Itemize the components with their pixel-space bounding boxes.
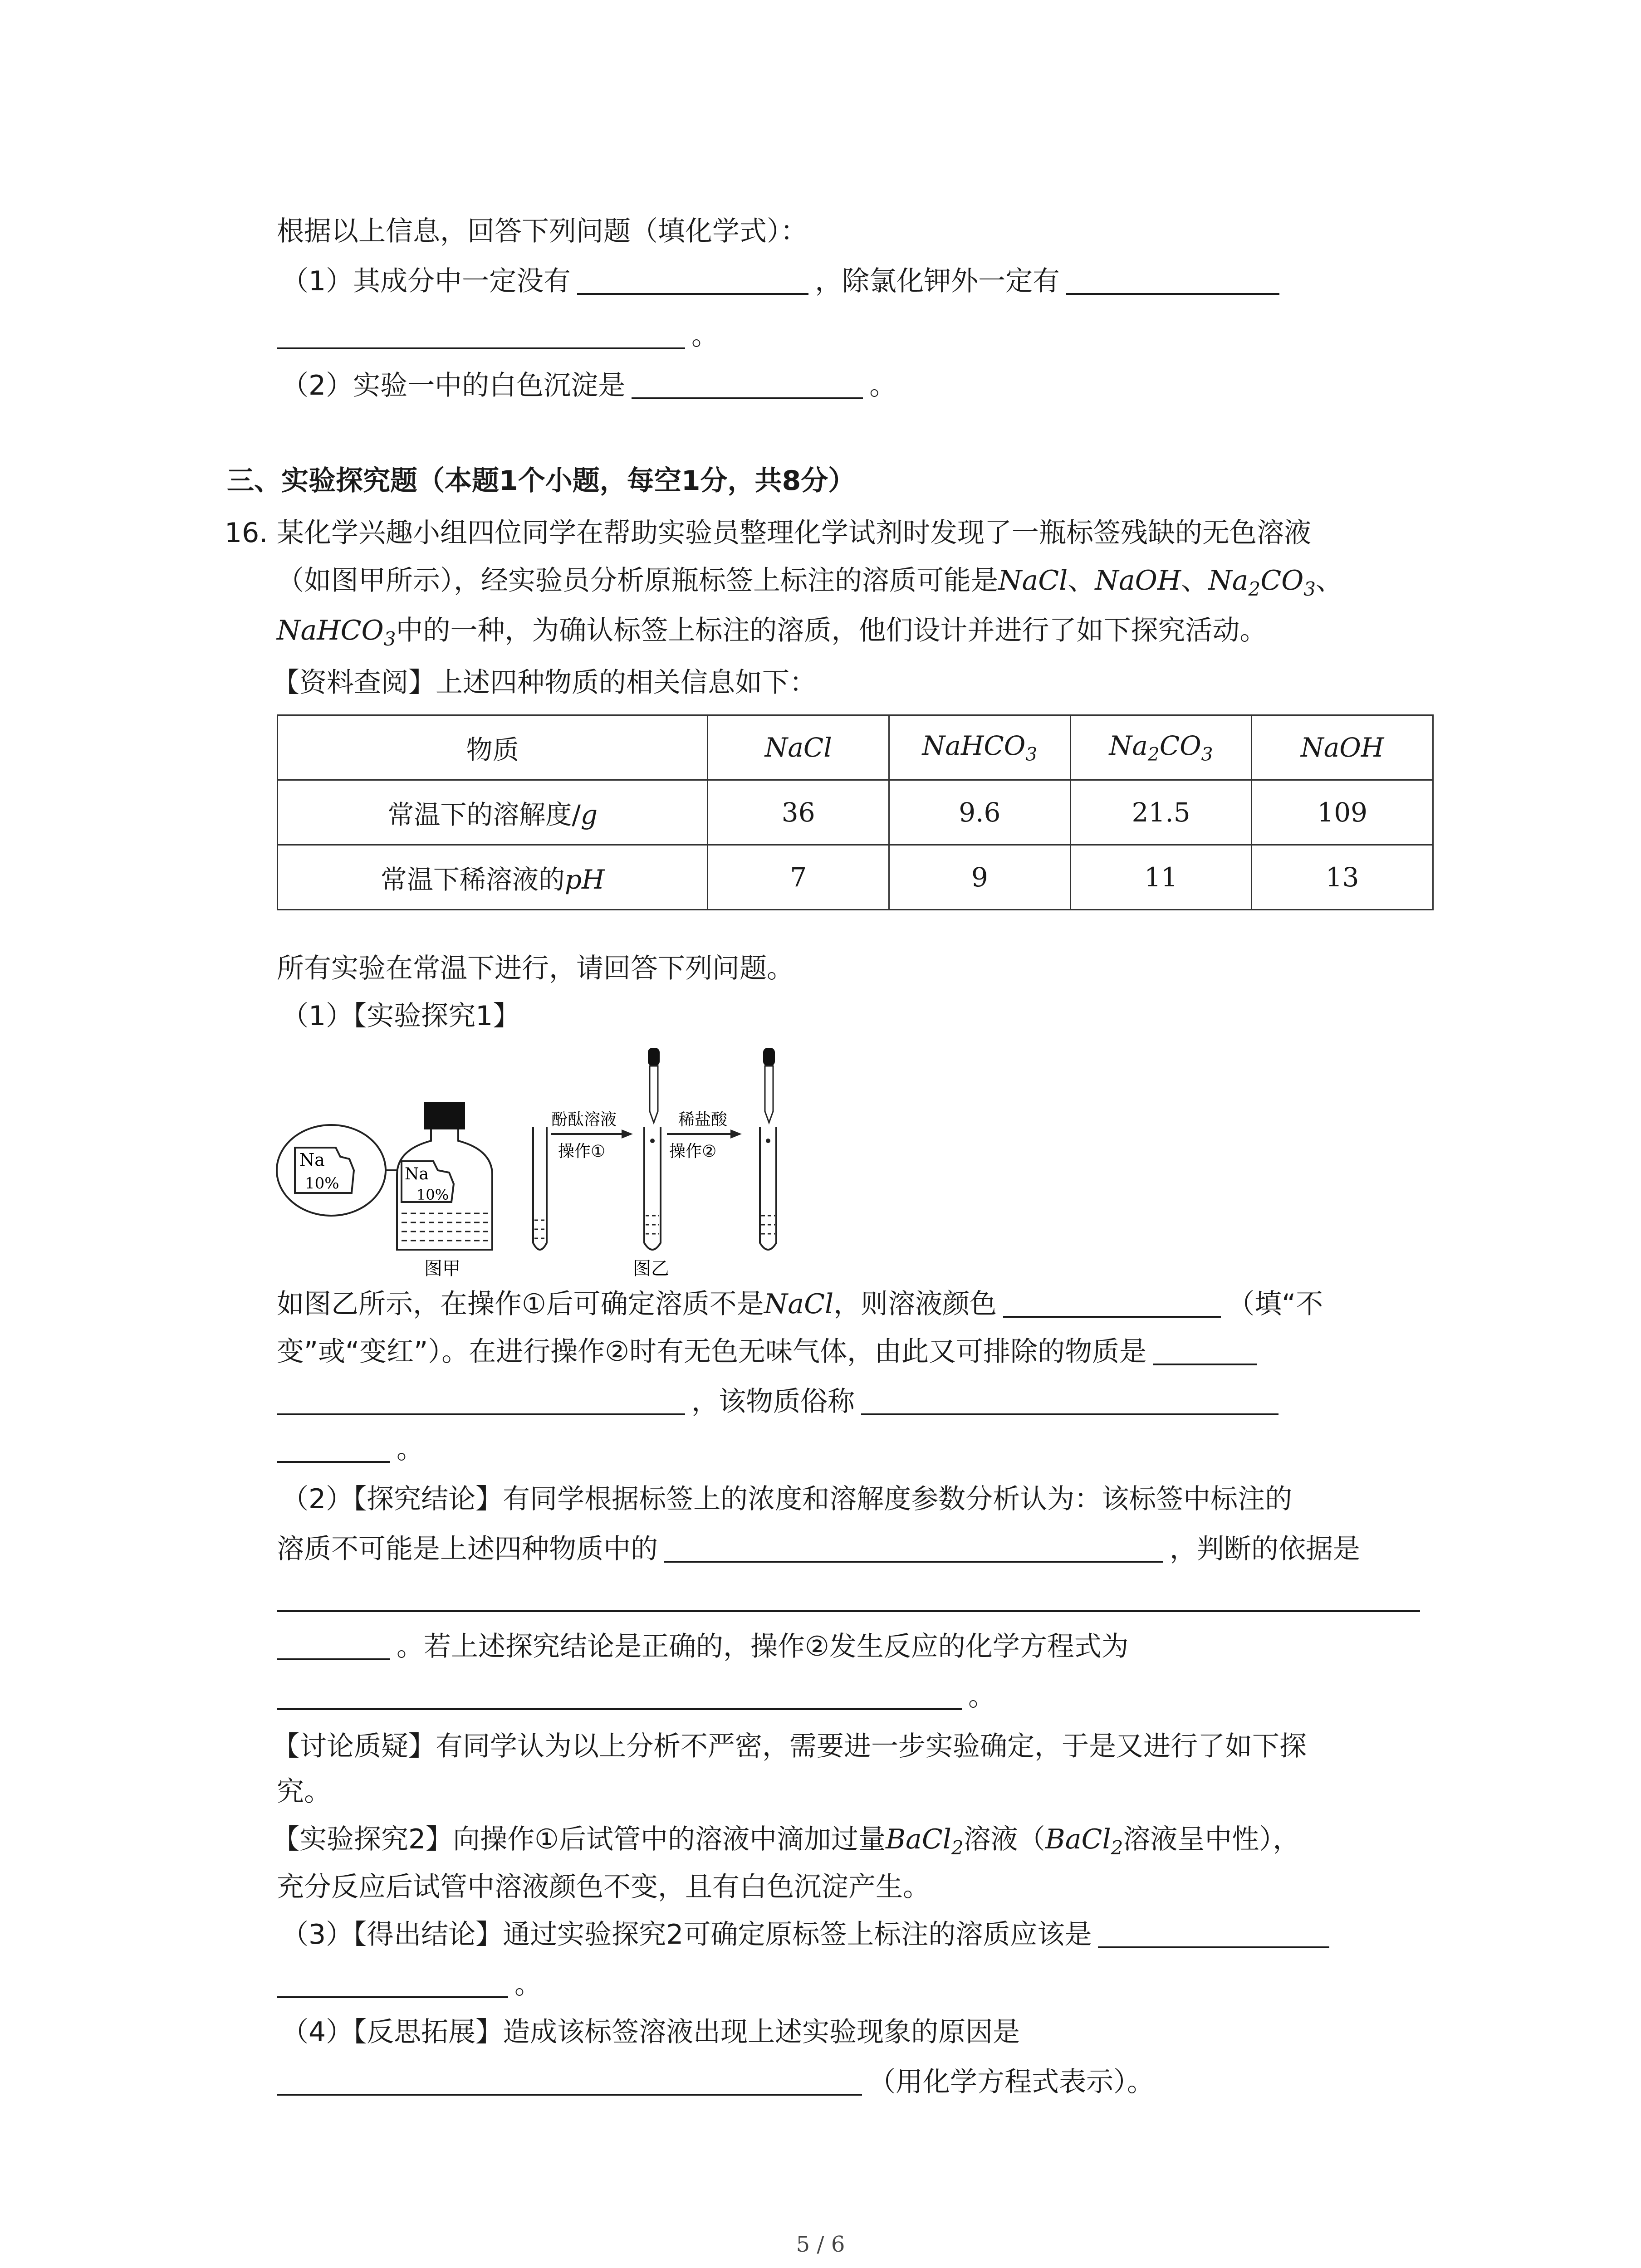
exp1-line	[281, 998, 520, 1034]
common-name-blank[interactable]	[861, 1386, 1279, 1415]
operation-2-label: 操作②	[669, 1142, 717, 1161]
common-name-blank-cont[interactable]	[277, 1434, 390, 1463]
intro-text: 根据以上信息，回答下列问题（填化学式）：	[277, 215, 808, 247]
fill1-text-2: 变”或“变红”）。在进行操作②时有无色无味气体，由此又可排除的物质是	[277, 1336, 1147, 1368]
magnified-label-pct: 10%	[305, 1174, 339, 1193]
q2b-line-3	[277, 1628, 1129, 1665]
q4-equation-blank[interactable]	[277, 2067, 862, 2096]
nahco3-sub3: 3	[383, 628, 396, 650]
bacl2-1-base: BaCl	[885, 1823, 951, 1855]
q2b-text-b2: ，判断的依据是	[1170, 1533, 1360, 1565]
caption-yi: 图乙	[633, 1258, 669, 1279]
na2co3-co: CO	[1260, 565, 1304, 596]
q16-number-text: 16.	[225, 517, 268, 549]
na2co3-sub3: 3	[1303, 578, 1316, 600]
q2-end-dot: 。	[869, 370, 897, 401]
q2-line	[281, 367, 896, 404]
q1-blank-2[interactable]	[1066, 266, 1279, 295]
fill1-line-4	[277, 1431, 424, 1467]
q1-text-a: （1）其成分中一定没有	[281, 265, 571, 297]
drop-1	[650, 1139, 655, 1143]
equation-line	[277, 1678, 995, 1715]
q3-cont-line	[277, 1966, 542, 2003]
th-nahco: NaHCO	[922, 730, 1026, 761]
solubility-unit: g	[580, 799, 598, 830]
table-cell: 36	[708, 780, 889, 845]
bacl2-2-base: BaCl	[1045, 1823, 1111, 1855]
table-row-solubility	[278, 780, 1433, 845]
dropper-1-tube	[650, 1066, 658, 1123]
test-tube-2	[644, 1127, 661, 1250]
table-header-nacl	[708, 715, 889, 780]
q4-line-1	[281, 2014, 1020, 2050]
th-co3-sub: 3	[1201, 743, 1213, 765]
section-heading	[227, 463, 855, 499]
excluded-substance-blank[interactable]	[1153, 1336, 1257, 1365]
chem-na2co3	[1208, 565, 1316, 600]
bottle-liquid-lines	[402, 1213, 488, 1241]
q3-blank[interactable]	[1098, 1919, 1329, 1948]
exp2-text-c: 溶液呈中性），	[1123, 1823, 1300, 1855]
q2-text: （2）实验一中的白色沉淀是	[281, 370, 626, 401]
caption-jia: 图甲	[424, 1258, 460, 1279]
th-co: CO	[1159, 730, 1201, 761]
arrow-2-head	[730, 1129, 742, 1139]
fill1-line-3	[277, 1383, 1285, 1420]
fill1-text-b: ，则溶液颜色	[833, 1288, 997, 1320]
q1-blank-1[interactable]	[577, 266, 808, 295]
exp2-line-1	[272, 1821, 1300, 1866]
chem-bacl2-1	[885, 1823, 964, 1859]
table-header-nahco3	[889, 715, 1070, 780]
chem-bacl2-2	[1045, 1823, 1123, 1859]
operation-1-label: 操作①	[558, 1142, 606, 1161]
q2b-text-b1: 溶质不可能是上述四种物质中的	[277, 1533, 658, 1565]
exp2-text-d: 充分反应后试管中溶液颜色不变，且有白色沉淀产生。	[277, 1871, 930, 1903]
solubility-label: 常温下的溶解度/	[387, 799, 581, 830]
note-text: 所有实验在常温下进行，请回答下列问题。	[277, 953, 794, 984]
fill1-text-c: （填“不	[1227, 1288, 1323, 1320]
table-header-naoh	[1252, 715, 1433, 780]
table-cell: 9.6	[889, 780, 1070, 845]
table-cell: 11	[1070, 845, 1252, 910]
exp2-text-a: 【实验探究2】向操作①后试管中的溶液中滴加过量	[272, 1823, 886, 1855]
reagent-dilute-hcl: 稀盐酸	[678, 1110, 728, 1129]
q16-text-2: （如图甲所示），经实验员分析原瓶标签上标注的溶质可能是	[277, 565, 998, 596]
q16-line-1	[277, 515, 1311, 551]
table-cell: 21.5	[1070, 780, 1252, 845]
equation-end-dot: 。	[968, 1681, 995, 1712]
color-blank[interactable]	[1003, 1289, 1221, 1318]
ref-title	[272, 665, 817, 701]
q3-end-dot: 。	[514, 1969, 542, 2000]
q3-blank-cont[interactable]	[277, 1969, 508, 1998]
sep-3: 、	[1316, 565, 1343, 596]
fill1-text-3: ，该物质俗称	[691, 1386, 855, 1418]
table-header-substance	[278, 715, 708, 780]
magnified-label-na: Na	[299, 1150, 325, 1170]
table-cell: 9	[889, 845, 1070, 910]
exp2-line-2	[277, 1869, 930, 1905]
excluded-substance-blank-cont[interactable]	[277, 1386, 685, 1415]
discussion-text-1: 【讨论质疑】有同学认为以上分析不严密，需要进一步实验确定，于是又进行了如下探	[272, 1730, 1307, 1762]
q1-end-dot: 。	[691, 320, 719, 352]
table-header-row	[278, 715, 1433, 780]
experiment-figure	[272, 1043, 817, 1279]
th-na: Na	[1109, 730, 1148, 761]
nahco3-base: NaHCO	[277, 615, 384, 646]
bacl2-1-sub: 2	[951, 1837, 964, 1859]
arrow-1-head	[622, 1129, 633, 1139]
q3-text: （3）【得出结论】通过实验探究2可确定原标签上标注的溶质应该是	[281, 1919, 1092, 1950]
fill1-end-dot: 。	[397, 1433, 424, 1465]
drop-2	[766, 1139, 770, 1143]
table-label-ph	[278, 845, 708, 910]
q2b-line-1	[281, 1481, 1292, 1517]
tube3-liquid	[761, 1216, 775, 1234]
q16-line-3	[277, 612, 1267, 657]
th-nacl: NaCl	[764, 732, 832, 763]
dropper-1-bulb	[648, 1048, 660, 1066]
tube1-liquid	[534, 1220, 545, 1238]
fill1-nacl: NaCl	[764, 1288, 834, 1320]
q16-line-2	[277, 562, 1343, 607]
intro-line	[277, 213, 808, 249]
exp2-text-b: 溶液（	[963, 1823, 1045, 1855]
q4-text-b: （用化学方程式表示）。	[868, 2066, 1154, 2098]
table-row-ph	[278, 845, 1433, 910]
fill1-text-a: 如图乙所示，在操作①后可确定溶质不是	[277, 1288, 764, 1320]
q1-cont-line	[277, 318, 719, 354]
q1-blank-2-cont[interactable]	[277, 320, 685, 349]
ref-title-text: 【资料查阅】上述四种物质的相关信息如下：	[272, 667, 817, 699]
label-magnifier-circle	[277, 1125, 386, 1216]
th-naoh: NaOH	[1300, 732, 1384, 763]
chem-naoh: NaOH	[1095, 565, 1181, 596]
discussion-line-2	[277, 1774, 331, 1810]
chem-nahco3	[277, 615, 396, 650]
chem-nacl: NaCl	[998, 565, 1068, 596]
discussion-text-2: 究。	[277, 1776, 331, 1808]
reagent-phenolphthalein: 酚酞溶液	[551, 1110, 617, 1129]
tube2-liquid	[646, 1216, 659, 1234]
q16-text-3: 中的一种，为确认标签上标注的溶质，他们设计并进行了如下探究活动。	[396, 615, 1267, 646]
q4-text-a: （4）【反思拓展】造成该标签溶液出现上述实验现象的原因是	[281, 2016, 1020, 2048]
basis-blank[interactable]	[277, 1610, 1420, 1612]
q2b-line-2	[277, 1531, 1360, 1567]
ph-label: 常温下稀溶液的	[380, 864, 565, 895]
q2-blank[interactable]	[632, 370, 863, 399]
table-cell: 109	[1252, 780, 1433, 845]
info-table	[277, 714, 1434, 910]
sep-2: 、	[1181, 565, 1209, 596]
q2b-text-a: （2）【探究结论】有同学根据标签上的浓度和溶解度参数分析认为：该标签中标注的	[281, 1483, 1293, 1515]
bottle-stopper	[424, 1102, 465, 1129]
note-line	[277, 950, 794, 987]
bottle-label-na: Na	[405, 1165, 429, 1183]
q1-text-b: ，除氯化钾外一定有	[815, 265, 1060, 297]
test-tube-1	[533, 1127, 547, 1250]
bottle-label-pct: 10%	[416, 1186, 449, 1203]
section-text: 三、实验探究题（本题1个小题，每空1分，共8分）	[227, 465, 856, 497]
q16-text-1: 某化学兴趣小组四位同学在帮助实验员整理化学试剂时发现了一瓶标签残缺的无色溶液	[277, 517, 1311, 549]
na2co3-sub2: 2	[1248, 578, 1261, 600]
table-label-solubility	[278, 780, 708, 845]
na2co3-na: Na	[1208, 565, 1249, 596]
discussion-line-1	[272, 1728, 1307, 1765]
q3-line	[281, 1916, 1336, 1953]
dropper-2-tube	[765, 1066, 773, 1123]
q1-line	[281, 263, 1286, 299]
table-header-substance-text: 物质	[466, 734, 519, 765]
q16-number	[225, 515, 268, 551]
fill1-line-2	[277, 1334, 1264, 1370]
fill1-line-1	[277, 1286, 1323, 1322]
th-nahco3-sub: 3	[1025, 743, 1038, 765]
sep-1: 、	[1068, 565, 1095, 596]
table-header-na2co3	[1070, 715, 1252, 780]
test-tube-3	[760, 1127, 776, 1250]
q2b-text-c: 。若上述探究结论是正确的，操作②发生反应的化学方程式为	[397, 1631, 1129, 1662]
equation-blank[interactable]	[277, 1681, 962, 1710]
page-number: 5 / 6	[796, 2232, 845, 2257]
bacl2-2-sub: 2	[1111, 1837, 1123, 1859]
dropper-2-bulb	[763, 1048, 775, 1066]
q4-line-2	[277, 2064, 1154, 2100]
th-na2-sub: 2	[1147, 743, 1160, 765]
basis-blank-cont[interactable]	[277, 1631, 390, 1660]
impossible-substance-blank[interactable]	[664, 1534, 1163, 1563]
exp1-text: （1）【实验探究1】	[281, 1000, 520, 1032]
ph-symbol: pH	[564, 864, 605, 895]
table-cell: 13	[1252, 845, 1433, 910]
table-cell: 7	[708, 845, 889, 910]
